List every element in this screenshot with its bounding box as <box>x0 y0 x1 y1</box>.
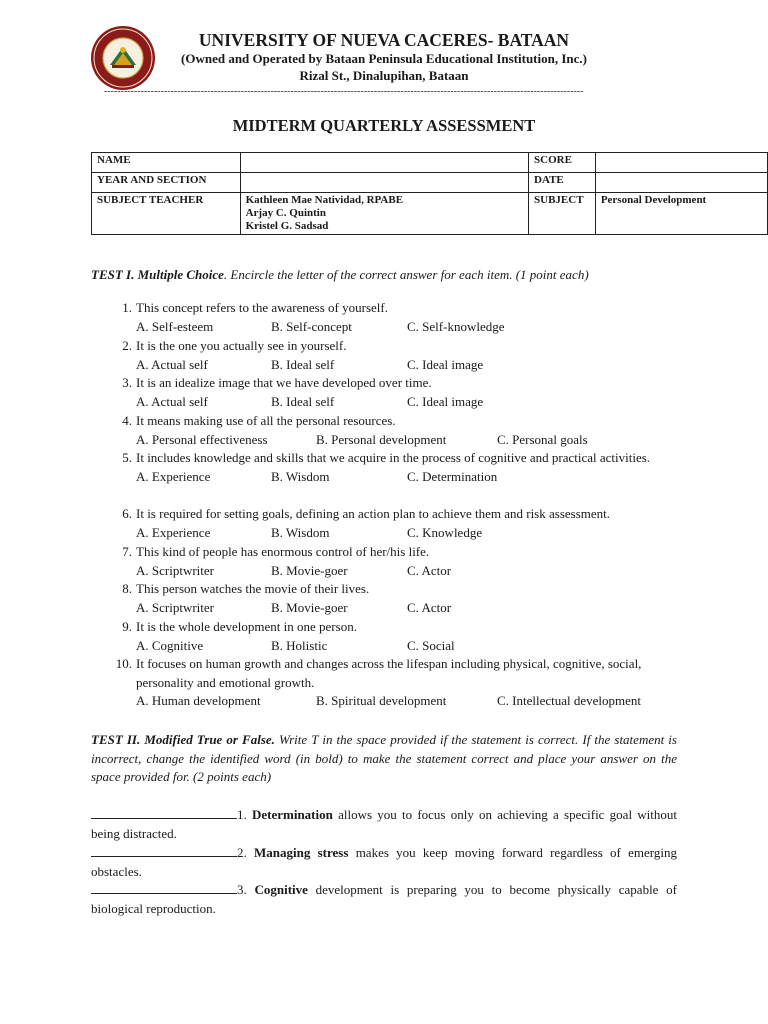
teacher-names <box>240 193 528 235</box>
option-c[interactable]: C. Personal goals <box>497 431 588 447</box>
question-stem: It is the whole development in one person. <box>136 619 357 634</box>
question-item <box>110 505 680 543</box>
teacher-name: Kathleen Mae Natividad, RPABE <box>245 194 404 206</box>
score-label: SCORE <box>529 153 596 173</box>
university-seal-logo <box>90 25 156 91</box>
item-text: development is preparing you to become physically capable of biological reproduction. <box>91 882 677 916</box>
option-b[interactable]: B. Movie-goer <box>271 562 348 578</box>
answer-options <box>136 599 680 618</box>
option-b[interactable]: B. Ideal self <box>271 393 335 409</box>
option-b[interactable]: B. Self-concept <box>271 318 352 334</box>
question-stem: It includes knowledge and skills that we acquire in the process of cognitive and practical activities. <box>136 450 651 465</box>
question-number: 2. <box>122 338 132 353</box>
option-b[interactable]: B. Spiritual development <box>316 693 447 708</box>
question-item <box>110 299 680 337</box>
option-b[interactable]: B. Personal development <box>316 431 447 447</box>
option-a[interactable]: A. Human development <box>136 693 261 708</box>
question-number: 8. <box>122 581 132 596</box>
question-stem: It focuses on human growth and changes across the lifespan including physical, cognitive, social, personality and emotional growth. <box>136 656 642 690</box>
subject-label: SUBJECT <box>529 193 596 235</box>
bold-term: Cognitive <box>254 882 308 897</box>
question-item <box>110 337 680 375</box>
answer-options <box>136 318 680 337</box>
option-c[interactable]: C. Self-knowledge <box>407 318 505 334</box>
option-b[interactable]: B. Movie-goer <box>271 599 348 615</box>
name-field[interactable] <box>240 153 528 173</box>
true-false-item <box>91 843 677 881</box>
question-number: 4. <box>122 413 132 428</box>
question-number: 3. <box>122 375 132 390</box>
answer-options <box>136 562 680 581</box>
university-name: UNIVERSITY OF NUEVA CACERES- BATAAN <box>198 30 570 50</box>
item-number: 1. <box>237 807 252 822</box>
question-number: 5. <box>122 450 132 465</box>
true-false-item <box>91 805 677 843</box>
student-info-table <box>91 152 768 235</box>
question-stem: This concept refers to the awareness of yourself. <box>136 300 388 315</box>
answer-options <box>136 637 680 656</box>
item-number: 3. <box>237 882 255 897</box>
teacher-name: Kristel G. Sadsad <box>245 220 329 232</box>
answer-options <box>136 431 680 450</box>
answer-blank[interactable] <box>91 881 237 894</box>
ownership-line: (Owned and Operated by Bataan Peninsula Educational Institution, Inc.) <box>181 51 587 66</box>
exam-title: MIDTERM QUARTERLY ASSESSMENT <box>232 116 536 135</box>
option-a[interactable]: A. Experience <box>136 468 211 484</box>
table-row <box>92 193 768 235</box>
option-a[interactable]: A. Scriptwriter <box>136 562 214 578</box>
option-a[interactable]: A. Actual self <box>136 393 208 409</box>
option-a[interactable]: A. Experience <box>136 524 211 540</box>
option-b[interactable]: B. Wisdom <box>271 524 330 540</box>
score-field[interactable] <box>595 153 767 173</box>
option-c[interactable]: C. Ideal image <box>407 393 484 409</box>
item-number: 2. <box>237 845 255 860</box>
option-a[interactable]: A. Self-esteem <box>136 318 214 334</box>
test2-instruction: Write T in the space provided if the statement is correct. If the statement is incorrect, change the identified word (in bold) to make the statement correct and place your answer on the space provided for. (2 points each) <box>91 732 677 784</box>
question-stem: It is the one you actually see in yourself. <box>136 338 347 353</box>
question-number: 9. <box>122 619 132 634</box>
question-item <box>110 412 680 450</box>
question-item <box>110 449 680 487</box>
header-separator: ------------------------------------------------------------------------------------------------------------------------------------------------ <box>104 86 584 97</box>
answer-options <box>136 524 680 543</box>
year-section-label: YEAR AND SECTION <box>92 173 241 193</box>
answer-options <box>136 393 680 412</box>
option-b[interactable]: B. Ideal self <box>271 356 335 372</box>
question-number: 1. <box>122 300 132 315</box>
option-c[interactable]: C. Knowledge <box>407 524 483 540</box>
answer-options <box>136 468 680 487</box>
question-item <box>110 655 680 711</box>
date-label: DATE <box>529 173 596 193</box>
option-a[interactable]: A. Scriptwriter <box>136 599 214 615</box>
test2-heading <box>91 731 677 787</box>
option-c[interactable]: C. Actor <box>407 562 452 578</box>
subject-value: Personal Development <box>595 193 767 235</box>
bold-term: Managing stress <box>254 845 349 860</box>
test1-instruction: . Encircle the letter of the correct answer for each item. (1 point each) <box>223 267 589 282</box>
date-field[interactable] <box>595 173 767 193</box>
option-a[interactable]: A. Personal effectiveness <box>136 431 268 447</box>
test2-title: TEST II. Modified True or False. <box>91 732 275 747</box>
question-stem: It is required for setting goals, defining an action plan to achieve them and risk assessment. <box>136 506 611 521</box>
test1-heading <box>91 267 589 283</box>
question-item <box>110 618 680 656</box>
question-item <box>110 580 680 618</box>
question-stem: This kind of people has enormous control of her/his life. <box>136 544 430 559</box>
teacher-name: Arjay C. Quintin <box>245 207 326 219</box>
question-item <box>110 543 680 581</box>
option-a[interactable]: A. Actual self <box>136 356 208 372</box>
item-text: allows you to focus only on achieving a specific goal without being distracted. <box>91 807 678 841</box>
year-section-field[interactable] <box>240 173 528 193</box>
answer-blank[interactable] <box>91 806 237 819</box>
question-item <box>110 374 680 412</box>
header-block <box>160 30 608 84</box>
option-b[interactable]: B. Wisdom <box>271 468 330 484</box>
name-label: NAME <box>92 153 241 173</box>
teacher-label: SUBJECT TEACHER <box>92 193 241 235</box>
true-false-item <box>91 880 677 918</box>
table-row <box>92 173 768 193</box>
option-c[interactable]: C. Ideal image <box>407 356 484 372</box>
option-c[interactable]: C. Social <box>407 637 455 653</box>
question-number: 7. <box>122 544 132 559</box>
option-c[interactable]: C. Determination <box>407 468 498 484</box>
option-b[interactable]: B. Holistic <box>271 637 328 653</box>
item-text: makes you keep moving forward regardless of emerging obstacles. <box>91 845 678 879</box>
question-stem: It means making use of all the personal resources. <box>136 413 396 428</box>
bold-term: Determination <box>251 807 333 822</box>
option-a[interactable]: A. Cognitive <box>136 637 204 653</box>
option-c[interactable]: C. Actor <box>407 599 452 615</box>
address-line: Rizal St., Dinalupihan, Bataan <box>299 68 469 83</box>
question-number: 6. <box>122 506 132 521</box>
test1-title: TEST I. Multiple Choice <box>91 267 224 282</box>
answer-blank[interactable] <box>91 844 237 857</box>
table-row <box>92 153 768 173</box>
question-stem: This person watches the movie of their lives. <box>136 581 370 596</box>
answer-options <box>136 356 680 375</box>
option-c[interactable]: C. Intellectual development <box>497 693 642 708</box>
question-number: 10. <box>115 656 132 671</box>
answer-options <box>136 692 680 711</box>
question-stem: It is an idealize image that we have developed over time. <box>136 375 432 390</box>
